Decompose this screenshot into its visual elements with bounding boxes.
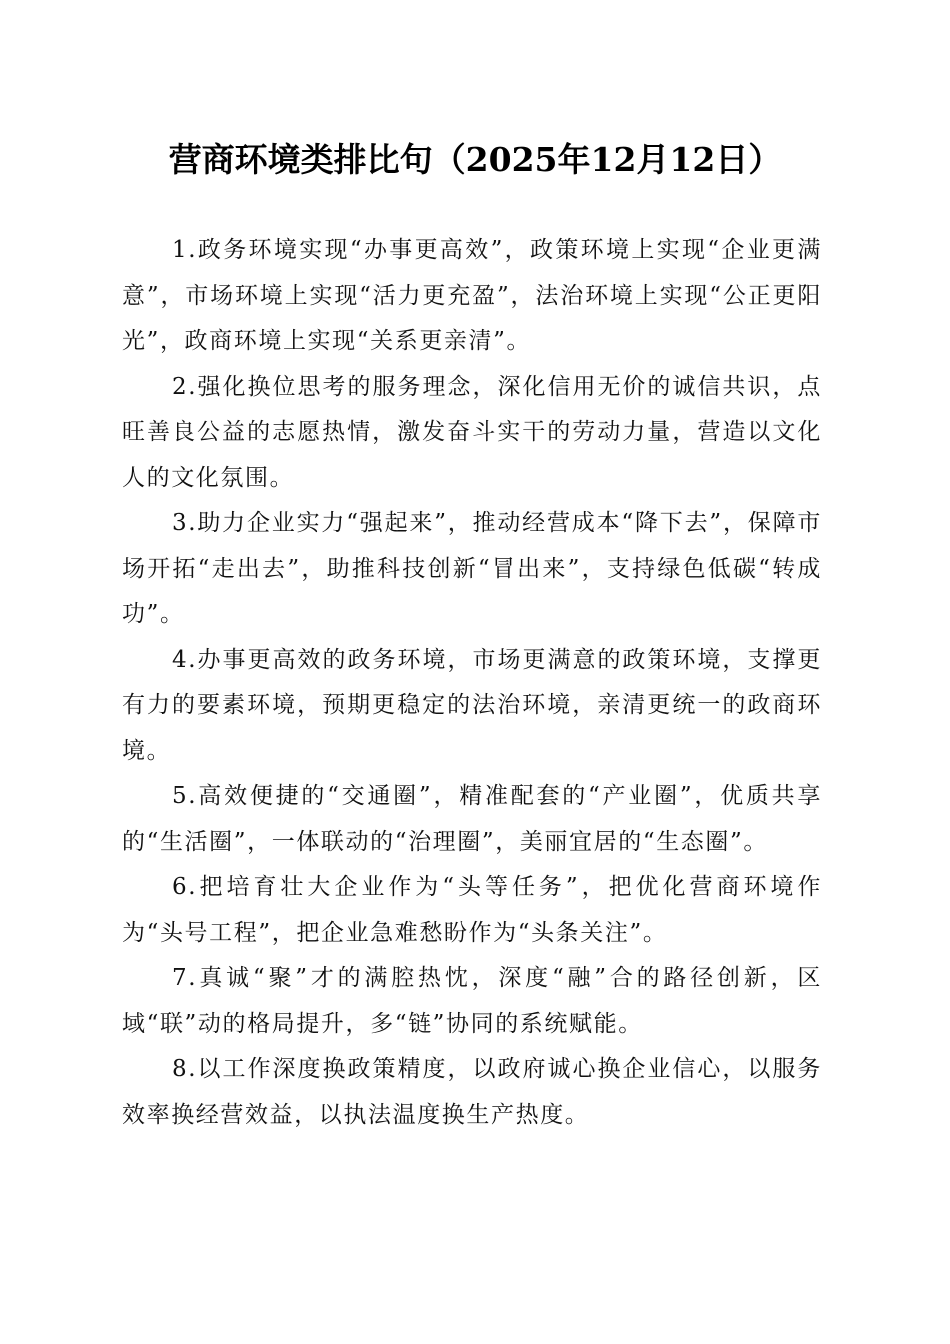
paragraph: 1.政务环境实现“办事更高效”，政策环境上实现“企业更满意”，市场环境上实现“活力更充盈”，法治环境上实现“公正更阳光”，政商环境上实现“关系更亲清”。	[122, 237, 822, 354]
paragraph: 2.强化换位思考的服务理念，深化信用无价的诚信共识，点旺善良公益的志愿热情，激发奋斗实干的劳动力量，营造以文化人的文化氛围。	[122, 373, 822, 491]
paragraph: 5.高效便捷的“交通圈”，精准配套的“产业圈”，优质共享的“生活圈”，一体联动的“治理圈”，美丽宜居的“生态圈”。	[122, 783, 822, 855]
paragraph: 6.把培育壮大企业作为“头等任务”，把优化营商环境作为“头号工程”，把企业急难愁盼作为“头条关注”。	[122, 874, 822, 946]
paragraph: 8.以工作深度换政策精度，以政府诚心换企业信心，以服务效率换经营效益，以执法温度换生产热度。	[122, 1056, 822, 1128]
document-body	[122, 228, 822, 1138]
document-title: 营商环境类排比句（2025年12月12日）	[168, 140, 782, 179]
paragraph: 3.助力企业实力“强起来”，推动经营成本“降下去”，保障市场开拓“走出去”，助推科技创新“冒出来”，支持绿色低碳“转成功”。	[122, 510, 822, 627]
paragraph: 7.真诚“聚”才的满腔热忱，深度“融”合的路径创新，区域“联”动的格局提升，多“链”协同的系统赋能。	[122, 965, 822, 1037]
paragraph: 4.办事更高效的政务环境，市场更满意的政策环境，支撑更有力的要素环境，预期更稳定的法治环境，亲清更统一的政商环境。	[122, 646, 822, 764]
